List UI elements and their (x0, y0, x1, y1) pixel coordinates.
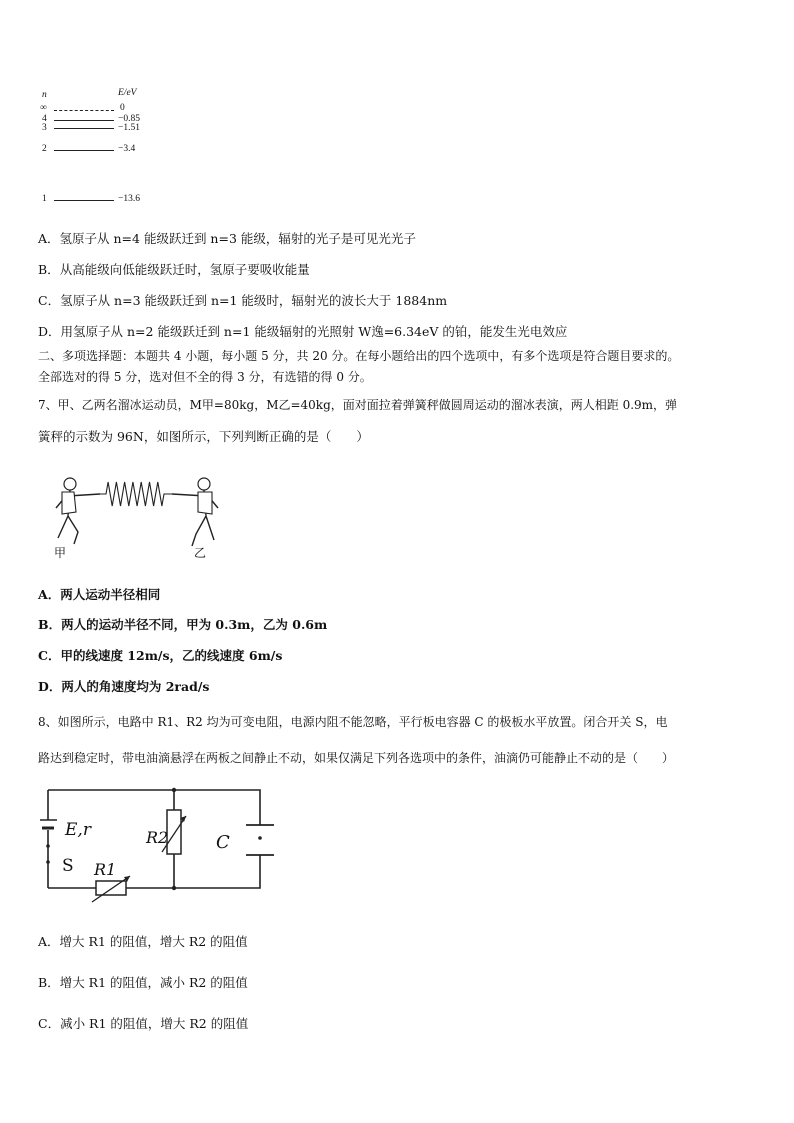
option-letter: B． (38, 262, 60, 277)
level-line-2 (54, 150, 114, 151)
option-text: 用氢原子从 n=2 能级跃迁到 n=1 能级辐射的光照射 W逸=6.34eV 的铂，能发生光电效应 (60, 324, 568, 339)
q8-stem-line2: 路达到稳定时，带电油滴悬浮在两板之间静止不动，如果仅满足下列各选项中的条件，油滴仍可能静止不动的是（ ） (38, 751, 675, 765)
circuit-diagram (40, 780, 280, 910)
level-line-1 (54, 200, 114, 201)
label-er: E,r (65, 820, 91, 840)
energy-axis-label: E/eV (118, 88, 137, 98)
option-text: 从高能级向低能级跃迁时，氢原子要吸收能量 (59, 262, 310, 277)
option-text: 两人的运动半径不同，甲为 0.3m，乙为 0.6m (61, 617, 328, 632)
level-n-2: 2 (42, 144, 47, 154)
level-line-inf (54, 110, 114, 111)
energy-level-diagram (38, 88, 178, 208)
q7-option-a (38, 585, 160, 603)
option-letter: D． (38, 679, 62, 694)
label-yi: 乙 (194, 546, 207, 560)
option-text: 增大 R1 的阻值，增大 R2 的阻值 (59, 934, 248, 949)
q7-stem-line1: 7、甲、乙两名溜冰运动员，M甲=80kg，M乙=40kg，面对面拉着弹簧秤做圆周运动的溜冰表演，两人相距 0.9m，弹 (38, 398, 678, 412)
q8-stem-line1: 8、如图所示，电路中 R1、R2 均为可变电阻，电源内阻不能忽略，平行板电容器 C 的极板水平放置。闭合开关 S，电 (38, 715, 668, 729)
option-letter: C． (38, 293, 61, 308)
skaters-figure (44, 472, 224, 564)
option-text: 增大 R1 的阻值，减小 R2 的阻值 (59, 975, 248, 990)
label-r1: R1 (94, 860, 117, 879)
q6-option-b (38, 260, 310, 278)
label-r2: R2 (146, 828, 169, 847)
option-text: 氢原子从 n=4 能级跃迁到 n=3 能级，辐射的光子是可见光光子 (59, 231, 416, 246)
option-letter: A． (38, 231, 60, 246)
level-line-4 (54, 120, 114, 121)
q8-option-a (38, 932, 248, 950)
level-e-1: −13.6 (118, 194, 140, 204)
option-letter: D． (38, 324, 61, 339)
level-e-2: −3.4 (118, 144, 136, 154)
option-letter: B． (38, 617, 62, 632)
q7-option-c (38, 646, 282, 664)
q7-option-d (38, 677, 209, 695)
level-n-1: 1 (42, 194, 47, 204)
level-e-3: −1.51 (118, 123, 140, 133)
option-text: 两人运动半径相同 (60, 587, 161, 602)
level-e-4: −0.85 (118, 114, 140, 124)
option-letter: C． (38, 1016, 61, 1031)
level-n-4: 4 (42, 114, 47, 124)
option-text: 两人的角速度均为 2rad/s (61, 679, 210, 694)
option-letter: A． (38, 934, 60, 949)
label-c: C (216, 832, 230, 853)
section-heading-line2: 全部选对的得 5 分，选对但不全的得 3 分，有选错的得 0 分。 (38, 370, 372, 384)
option-text: 氢原子从 n=3 能级跃迁到 n=1 能级时，辐射光的波长大于 1884nm (60, 293, 448, 308)
option-text: 减小 R1 的阻值，增大 R2 的阻值 (60, 1016, 249, 1031)
option-letter: C． (38, 648, 61, 663)
section-heading-line1: 二、多项选择题：本题共 4 小题，每小题 5 分，共 20 分。在每小题给出的四个选项中，有多个选项是符合题目要求的。 (38, 349, 680, 363)
label-s: S (62, 856, 74, 876)
q6-option-c (38, 291, 447, 309)
q8-option-c (38, 1014, 248, 1032)
level-e-inf: 0 (120, 103, 125, 113)
label-jia: 甲 (54, 546, 67, 560)
level-n-3: 3 (42, 123, 47, 133)
q7-stem-line2: 簧秤的示数为 96N，如图所示，下列判断正确的是（ ） (38, 429, 369, 444)
level-n-inf: ∞ (40, 103, 47, 113)
level-line-3 (54, 128, 114, 129)
q6-option-a (38, 229, 416, 247)
option-text: 甲的线速度 12m/s，乙的线速度 6m/s (60, 648, 283, 663)
q7-option-b (38, 615, 327, 633)
q6-option-d (38, 322, 567, 340)
n-axis-label: n (42, 90, 47, 100)
q8-option-b (38, 973, 248, 991)
option-letter: B． (38, 975, 60, 990)
option-letter: A． (38, 587, 61, 602)
